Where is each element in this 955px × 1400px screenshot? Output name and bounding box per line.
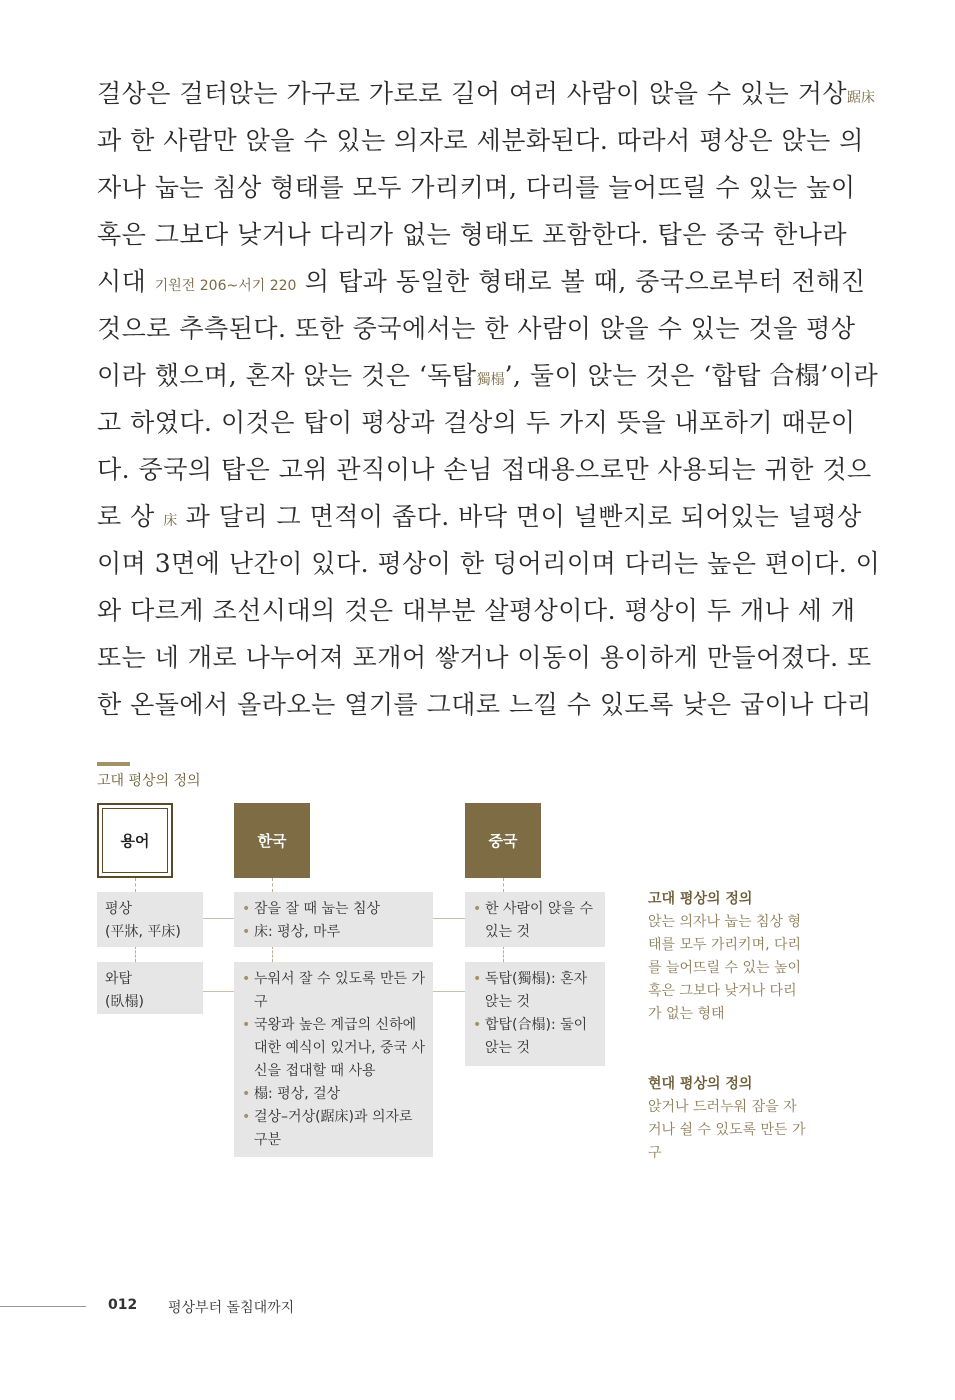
- date-gloss: 기원전 206~서기 220: [154, 278, 297, 294]
- list-item: • 합탑(合榻): 둘이 앉는 것: [473, 1014, 597, 1060]
- page-number: 012: [108, 1297, 138, 1313]
- side-note-ancient: 고대 평상의 정의 앉는 의자나 눕는 침상 형태를 모두 가리키며, 다리를 늘어뜨릴 수 있는 높이 혹은 그보다 낮거나 다리가 없는 형태: [648, 891, 802, 1022]
- side-note-modern: 현대 평상의 정의 앉거나 드러누워 잠을 자거나 쉴 수 있도록 만든 가구: [648, 1076, 806, 1161]
- body-line: 고 하였다. 이것은 탑이 평상과 걸상의 두 가지 뜻을 내포하기 때문이: [97, 408, 856, 437]
- korea-cell: [234, 892, 433, 947]
- connector: [503, 946, 504, 962]
- body-line: 걸상은 걸터앉는 가구로 가로로 길어 여러 사람이 앉을 수 있는 거상踞床: [97, 79, 876, 108]
- body-line: 과 한 사람만 앉을 수 있는 의자로 세분화된다. 따라서 평상은 앉는 의: [97, 126, 864, 155]
- header-korea: 한국: [234, 803, 310, 878]
- body-line: 것으로 추측된다. 또한 중국에서는 한 사람이 앉을 수 있는 것을 평상: [97, 314, 856, 343]
- list-item: • 국왕과 높은 계급의 신하에 대한 예식이 있거나, 중국 사신을 접대할 때 사용: [242, 1014, 425, 1083]
- hanja-gloss: 床: [163, 513, 178, 529]
- hanja-gloss: 踞床: [847, 90, 876, 106]
- hanja-gloss: 獨榻: [476, 372, 505, 388]
- china-cell: [465, 892, 605, 947]
- body-line: 로 상 床 과 달리 그 면적이 좁다. 바닥 면이 널빤지로 되어있는 널평상: [97, 502, 862, 531]
- list-item: • 누워서 잘 수 있도록 만든 가구: [242, 968, 425, 1014]
- list-item: • 榻: 평상, 걸상: [242, 1083, 425, 1106]
- connector: [135, 946, 136, 962]
- body-line: 시대 기원전 206~서기 220 의 탑과 동일한 형태로 볼 때, 중국으로부터 전해진: [97, 267, 866, 296]
- body-line: 또는 네 개로 나누어져 포개어 쌓거나 이동이 용이하게 만들어졌다. 또: [97, 643, 872, 672]
- header-china: 중국: [465, 803, 541, 878]
- body-line: 혹은 그보다 낮거나 다리가 없는 형태도 포함한다. 탑은 중국 한나라: [97, 220, 848, 249]
- connector: [135, 878, 136, 892]
- section-accent-bar: [97, 762, 130, 766]
- list-item: • 한 사람이 앉을 수 있는 것: [473, 898, 597, 944]
- korea-cell: [234, 962, 433, 1157]
- section-title: 고대 평상의 정의: [97, 773, 201, 789]
- connector: [272, 946, 273, 962]
- term-cell: 와탑 (臥榻): [97, 962, 203, 1014]
- body-line: 한 온돌에서 올라오는 열기를 그대로 느낄 수 있도록 낮은 굽이나 다리: [97, 690, 872, 719]
- header-term: 용어: [97, 803, 173, 878]
- footer-rule: [0, 1306, 86, 1307]
- connector: [202, 918, 234, 919]
- connector: [433, 918, 465, 919]
- body-line: 이며 3면에 난간이 있다. 평상이 한 덩어리이며 다리는 높은 편이다. 이: [97, 549, 881, 578]
- body-line: 와 다르게 조선시대의 것은 대부분 살평상이다. 평상이 두 개나 세 개: [97, 596, 856, 625]
- body-line: 이라 했으며, 혼자 앉는 것은 ‘독탑獨榻’, 둘이 앉는 것은 ‘합탑 合榻’이라: [97, 361, 879, 390]
- running-title: 평상부터 돌침대까지: [168, 1300, 295, 1316]
- term-cell: 평상 (平牀, 平床): [97, 892, 203, 947]
- list-item: • 잠을 잘 때 눕는 침상: [242, 898, 425, 921]
- connector: [503, 878, 504, 892]
- connector: [202, 991, 234, 992]
- connector: [433, 991, 465, 992]
- body-line: 자나 눕는 침상 형태를 모두 가리키며, 다리를 늘어뜨릴 수 있는 높이: [97, 173, 856, 202]
- list-item: • 독탑(獨榻): 혼자 앉는 것: [473, 968, 597, 1014]
- china-cell: [465, 962, 605, 1066]
- list-item: • 걸상–거상(踞床)과 의자로 구분: [242, 1106, 425, 1152]
- connector: [272, 878, 273, 892]
- body-text: [97, 70, 881, 728]
- body-line: 다. 중국의 탑은 고위 관직이나 손님 접대용으로만 사용되는 귀한 것으: [97, 455, 872, 484]
- list-item: • 床: 평상, 마루: [242, 921, 425, 944]
